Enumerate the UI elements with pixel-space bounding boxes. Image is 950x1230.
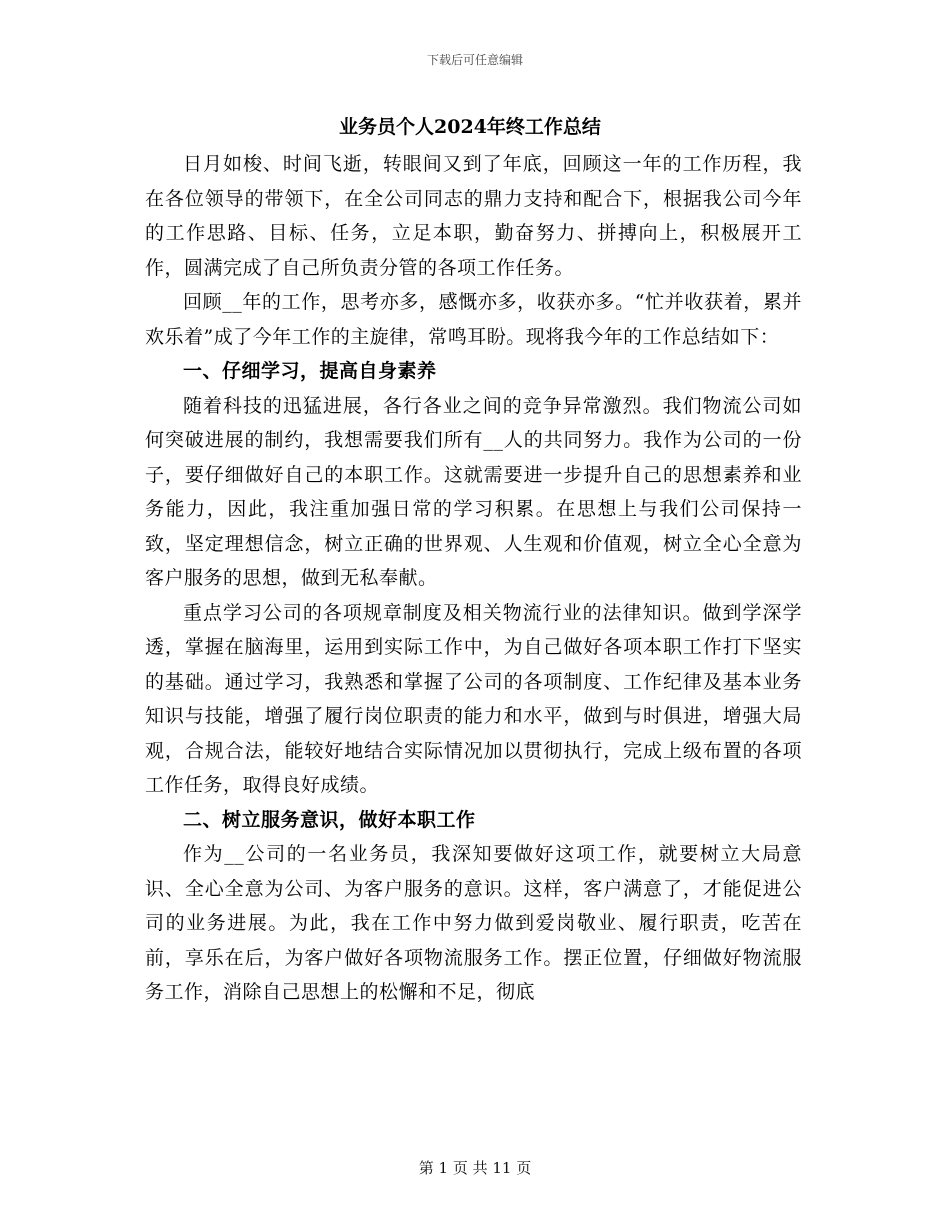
paragraph-study: 随着科技的迅猛进展，各行各业之间的竞争异常激烈。我们物流公司如何突破进展的制约，我想需要我们所有__人的共同努力。我作为公司的一份子，要仔细做好自己的本职工作。这就需要进一步提升自己的思想素养和业务能力，因此，我注重加强日常的学习积累。在思想上与我们公司保持一致，坚定理想信念，树立正确的世界观、人生观和价值观，树立全心全意为客户服务的思想，做到无私奉献。	[145, 394, 802, 589]
paragraph-service: 作为__公司的一名业务员，我深知要做好这项工作，就要树立大局意识、全心全意为公司、为客户服务的意识。这样，客户满意了，才能促进公司的业务进展。为此，我在工作中努力做到爱岗敬业、履行职责，吃苦在前，享乐在后，为客户做好各项物流服务工作。摆正位置，仔细做好物流服务工作，消除自己思想上的松懈和不足，彻底	[145, 843, 802, 1003]
section-heading-service: 二、树立服务意识，做好本职工作	[183, 808, 476, 831]
page-header: 下载后可任意编辑	[426, 53, 523, 67]
document-title: 业务员个人2024年终工作总结	[339, 116, 601, 138]
document-body	[145, 147, 802, 1010]
paragraph-review: 回顾__年的工作，思考亦多，感慨亦多，收获亦多。“忙并收获着，累并欢乐着”成了今年工作的主旋律，常鸣耳盼。现将我今年的工作总结如下：	[145, 291, 802, 348]
section-heading-study: 一、仔细学习，提高自身素养	[183, 360, 437, 382]
page-number: 第 1 页 共 11 页	[418, 1159, 532, 1177]
paragraph-regulations: 重点学习公司的各项规章制度及相关物流行业的法律知识。做到学深学透，掌握在脑海里，运用到实际工作中，为自己做好各项本职工作打下坚实的基础。通过学习，我熟悉和掌握了公司的各项制度、工作纪律及基本业务知识与技能，增强了履行岗位职责的能力和水平，做到与时俱进，增强大局观，合规合法，能较好地结合实际情况加以贯彻执行，完成上级布置的各项工作任务，取得良好成绩。	[145, 601, 802, 796]
paragraph-intro: 日月如梭、时间飞逝，转眼间又到了年底，回顾这一年的工作历程，我在各位领导的带领下，在全公司同志的鼎力支持和配合下，根据我公司今年的工作思路、目标、任务，立足本职，勤奋努力、拼搏向上，积极展开工作，圆满完成了自己所负责分管的各项工作任务。	[145, 153, 802, 279]
